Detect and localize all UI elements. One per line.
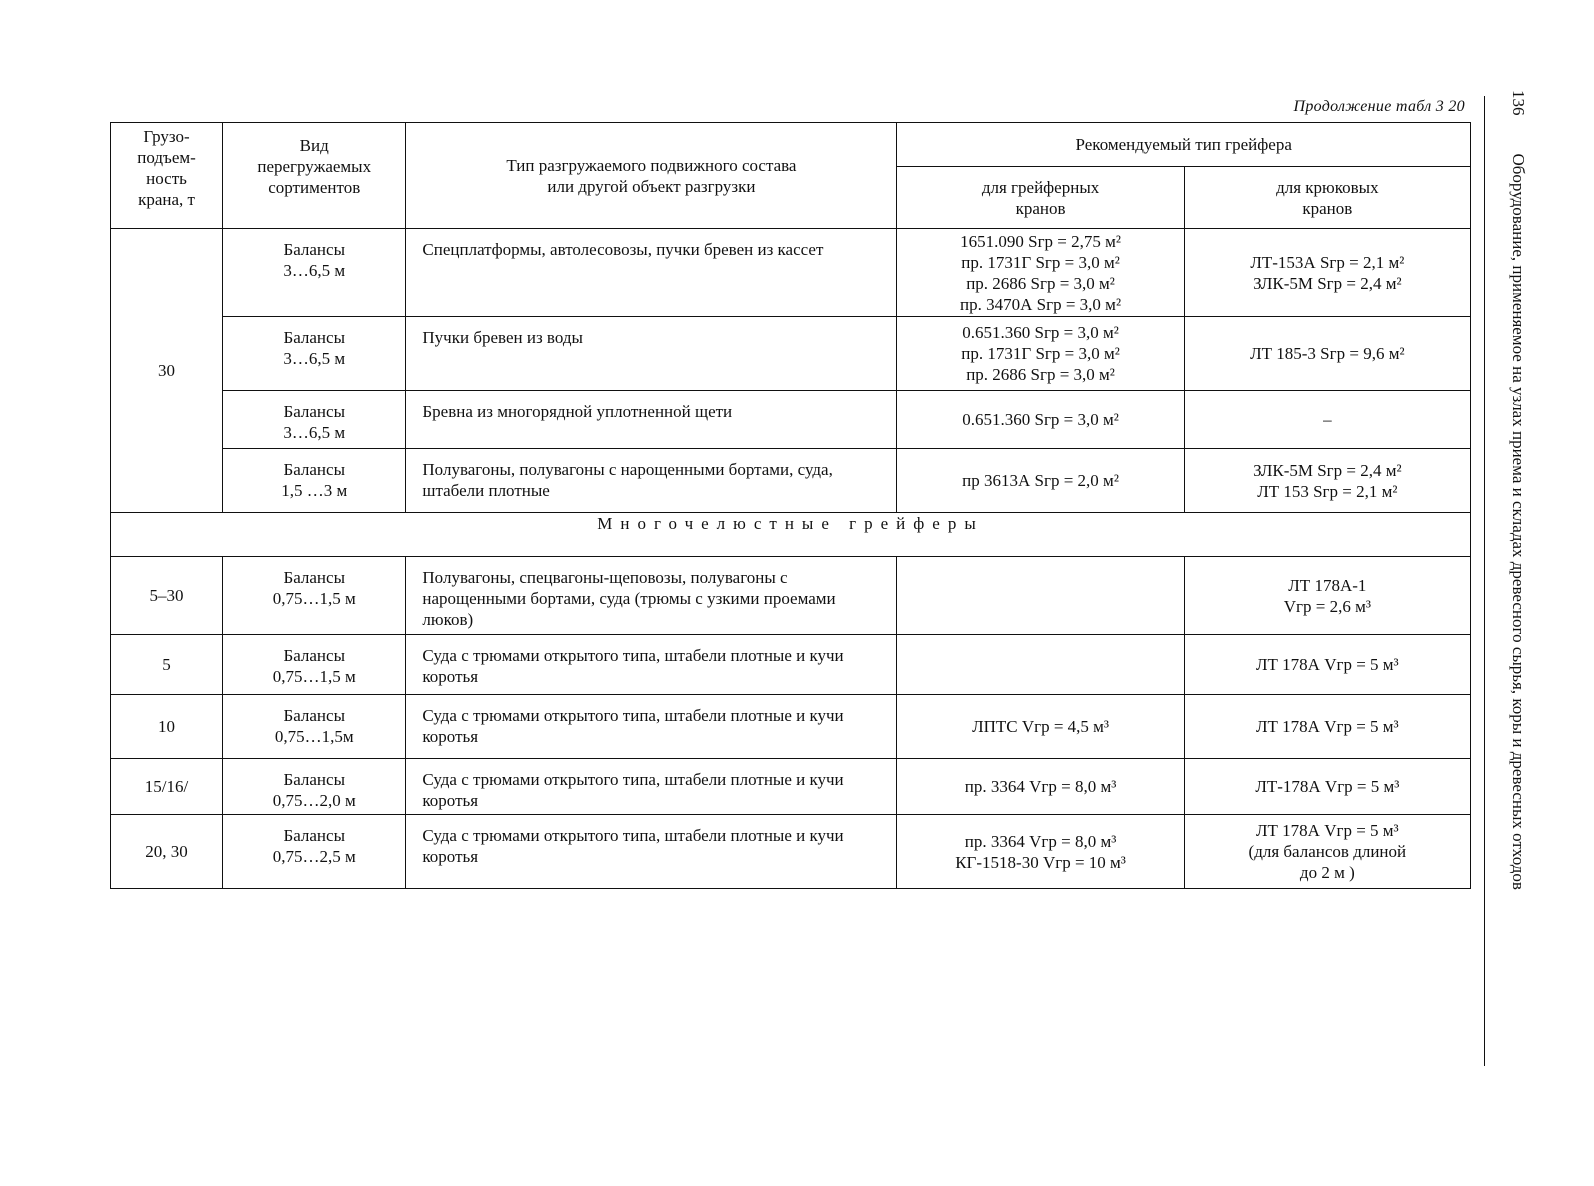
table-row	[111, 391, 1471, 449]
grab-cell	[897, 557, 1184, 635]
table-row	[111, 449, 1471, 513]
table-row	[111, 317, 1471, 391]
assortment-cell: Балансы 0,75…1,5 м	[223, 557, 406, 635]
object-cell: Полувагоны, полувагоны с нарощенными бортами, суда, штабели плотные	[406, 449, 897, 513]
grab-cell: ЛПТС Vгр = 4,5 м³	[897, 695, 1184, 759]
grab-cell: пр. 3364 Vгр = 8,0 м³ КГ-1518-30 Vгр = 10 м³	[897, 815, 1184, 889]
table-row	[111, 229, 1471, 317]
header-grab-cranes: для грейферных кранов	[897, 167, 1184, 229]
assortment-cell: Балансы 1,5 …3 м	[223, 449, 406, 513]
hook-cell: ЛТ-178А Vгр = 5 м³	[1184, 759, 1470, 815]
header-assortment: Вид перегружаемых сортиментов	[223, 123, 406, 229]
object-cell: Бревна из многорядной уплотненной щети	[406, 391, 897, 449]
assortment-cell: Балансы 0,75…1,5м	[223, 695, 406, 759]
grab-cell: 1651.090 Sгр = 2,75 м² пр. 1731Г Sгр = 3,0 м² пр. 2686 Sгр = 3,0 м² пр. 3470А Sгр = 3,0 м²	[897, 229, 1184, 317]
grab-cell: 0.651.360 Sгр = 3,0 м²	[897, 391, 1184, 449]
table-row	[111, 557, 1471, 635]
header-capacity: Грузо- подъем- ность крана, т	[111, 123, 223, 229]
assortment-cell: Балансы 3…6,5 м	[223, 391, 406, 449]
capacity-cell: 30	[111, 229, 223, 513]
hook-cell: ЗЛК-5М Sгр = 2,4 м² ЛТ 153 Sгр = 2,1 м²	[1184, 449, 1470, 513]
object-cell: Спецплатформы, автолесовозы, пучки бревен из кассет	[406, 229, 897, 317]
object-cell: Полувагоны, спецвагоны-щеповозы, полувагоны с нарощенными бортами, суда (трюмы с узкими проемами люков)	[406, 557, 897, 635]
object-cell: Пучки бревен из воды	[406, 317, 897, 391]
section-title-vertical: Оборудование, применяемое на узлах приема и складах древесного сырья, коры и древесных отходов	[1509, 153, 1528, 890]
grab-cell	[897, 635, 1184, 695]
assortment-cell: Балансы 0,75…1,5 м	[223, 635, 406, 695]
assortment-cell: Балансы 0,75…2,5 м	[223, 815, 406, 889]
running-header	[1508, 90, 1528, 890]
section-divider-row	[111, 513, 1471, 557]
table-row	[111, 759, 1471, 815]
table-row	[111, 635, 1471, 695]
assortment-cell: Балансы 0,75…2,0 м	[223, 759, 406, 815]
hook-cell: ЛТ-153А Sгр = 2,1 м² ЗЛК-5М Sгр = 2,4 м²	[1184, 229, 1470, 317]
grab-cell: пр. 3364 Vгр = 8,0 м³	[897, 759, 1184, 815]
hook-cell: ЛТ 178А Vгр = 5 м³	[1184, 695, 1470, 759]
margin-rule	[1484, 96, 1485, 1066]
hook-cell: ЛТ 178А Vгр = 5 м³ (для балансов длиной до 2 м )	[1184, 815, 1470, 889]
hook-cell: ЛТ 178А Vгр = 5 м³	[1184, 635, 1470, 695]
object-cell: Суда с трюмами открытого типа, штабели плотные и кучи коротья	[406, 695, 897, 759]
capacity-cell: 10	[111, 695, 223, 759]
object-cell: Суда с трюмами открытого типа, штабели плотные и кучи коротья	[406, 759, 897, 815]
hook-cell: ЛТ 178А-1 Vгр = 2,6 м³	[1184, 557, 1470, 635]
grab-selection-table	[110, 122, 1471, 889]
object-cell: Суда с трюмами открытого типа, штабели плотные и кучи коротья	[406, 815, 897, 889]
header-hook-cranes: для крюковых кранов	[1184, 167, 1470, 229]
assortment-cell: Балансы 3…6,5 м	[223, 317, 406, 391]
capacity-cell: 20, 30	[111, 815, 223, 889]
hook-cell: –	[1184, 391, 1470, 449]
grab-cell: 0.651.360 Sгр = 3,0 м² пр. 1731Г Sгр = 3,0 м² пр. 2686 Sгр = 3,0 м²	[897, 317, 1184, 391]
capacity-cell: 5	[111, 635, 223, 695]
grab-cell: пр 3613А Sгр = 2,0 м²	[897, 449, 1184, 513]
table-continuation-caption: Продолжение табл 3 20	[1293, 98, 1465, 115]
page-number: 136	[1509, 90, 1528, 116]
section-title: Многочелюстные грейферы	[111, 513, 1471, 557]
table-row	[111, 695, 1471, 759]
table-row	[111, 815, 1471, 889]
header-recommended-grab: Рекомендуемый тип грейфера	[897, 123, 1471, 167]
assortment-cell: Балансы 3…6,5 м	[223, 229, 406, 317]
capacity-cell: 15/16/	[111, 759, 223, 815]
hook-cell: ЛТ 185-3 Sгр = 9,6 м²	[1184, 317, 1470, 391]
object-cell: Суда с трюмами открытого типа, штабели плотные и кучи коротья	[406, 635, 897, 695]
header-object: Тип разгружаемого подвижного состава или другой объект разгрузки	[406, 123, 897, 229]
capacity-cell: 5–30	[111, 557, 223, 635]
